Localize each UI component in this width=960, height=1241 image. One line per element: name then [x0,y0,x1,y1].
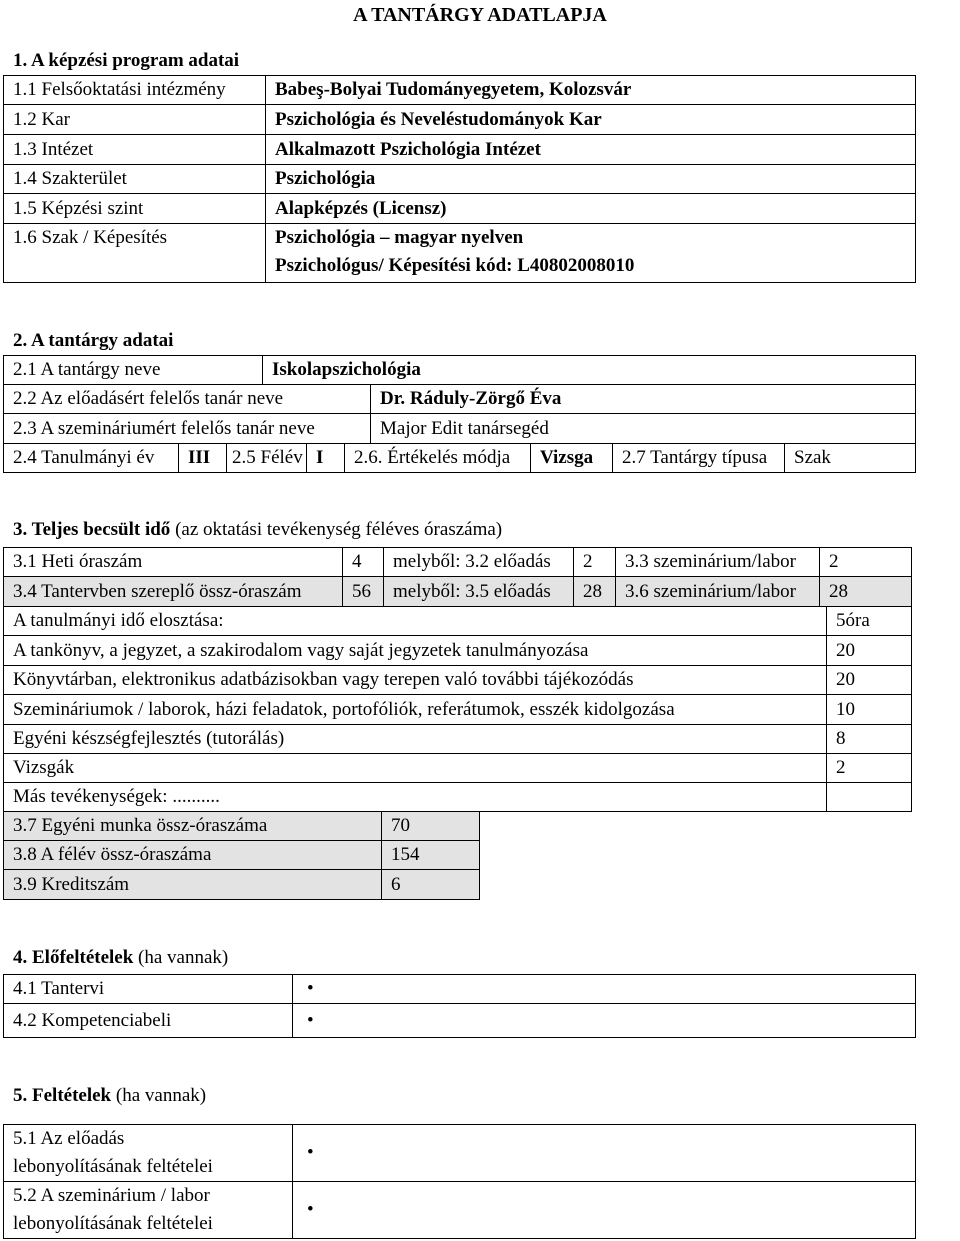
row-label: 1.3 Intézet [4,135,266,165]
total-lecture-value: 28 [574,577,616,607]
distribution-value: 20 [827,666,912,695]
section-4-heading-note: (ha vannak) [133,947,229,968]
semester-total-label: 3.8 A félév össz-óraszáma [4,841,382,870]
lecturer-label: 2.2 Az előadásért felelős tanár neve [4,385,371,414]
total-hours-value: 56 [343,577,384,607]
lecturer-value: Dr. Ráduly-Zörgő Éva [371,385,916,414]
condition-label-line2: lebonyolításának feltételei [13,1213,213,1234]
section-3-heading-bold: 3. Teljes becsült idő [13,519,171,540]
section-3-heading-note: (az oktatási tevékenység féléves óraszáma) [170,519,503,540]
specialization: Pszichológia – magyar nyelven [275,227,524,248]
subject-attributes-table [3,443,916,473]
study-year-label: 2.4 Tanulmányi év [4,444,179,473]
condition-label-line2: lebonyolításának feltételei [13,1156,213,1177]
seminar-hours-value: 2 [820,548,912,577]
prerequisite-value: • [293,1004,916,1038]
credits-value: 6 [382,870,480,900]
section-4-heading [13,947,228,969]
seminar-teacher-value: Major Edit tanársegéd [371,414,916,444]
prerequisite-label: 4.2 Kompetenciabeli [4,1004,293,1038]
distribution-label: A tankönyv, a jegyzet, a szakirodalom vagy saját jegyzetek tanulmányozása [4,636,827,666]
row-value: Alapképzés (Licensz) [266,194,916,224]
weekly-hours-label: 3.1 Heti óraszám [4,548,343,577]
distribution-label: Könyvtárban, elektronikus adatbázisokban vagy terepen való további tájékozódás [4,666,827,695]
section-2-heading: 2. A tantárgy adatai [13,330,174,351]
qualification: Pszichológus/ Képesítési kód: L40802008010 [275,255,635,276]
seminar-teacher-label: 2.3 A szemináriumért felelős tanár neve [4,414,371,444]
teachers-table [3,384,916,444]
condition-value: • [293,1182,916,1239]
subject-type-value: Szak [785,444,916,473]
distribution-value [827,783,912,812]
evaluation-value: Vizsga [531,444,613,473]
prerequisites-table [3,974,916,1038]
program-data-table [3,75,916,283]
subject-name-table [3,355,916,385]
prerequisite-value: • [293,975,916,1004]
lecture-hours-label: melyből: 3.2 előadás [384,548,574,577]
distribution-value: 8 [827,725,912,754]
section-1-heading: 1. A képzési program adatai [13,50,240,71]
row-value: Pszichológia és Neveléstudományok Kar [266,105,916,135]
lecture-hours-value: 2 [574,548,616,577]
subject-name-label: 2.1 A tantárgy neve [4,356,263,385]
section-3-heading [13,519,502,541]
totals-table [3,811,480,900]
row-label: 1.6 Szak / Képesítés [4,224,266,283]
study-year-value: III [179,444,227,473]
row-label: 1.5 Képzési szint [4,194,266,224]
row-value: Babeş-Bolyai Tudományegyetem, Kolozsvár [266,76,916,105]
time-distribution-table [3,606,912,812]
row-value: Alkalmazott Pszichológia Intézet [266,135,916,165]
semester-value: I [307,444,345,473]
distribution-value: 2 [827,754,912,783]
section-5-heading [13,1085,206,1107]
row-label: 1.1 Felsőoktatási intézmény [4,76,266,105]
condition-label-line1: 5.2 A szeminárium / labor [13,1185,210,1206]
total-hours-label: 3.4 Tantervben szereplő össz-óraszám [4,577,343,607]
section-5-heading-bold: 5. Feltételek [13,1085,112,1106]
total-seminar-value: 28 [820,577,912,607]
hours-table [3,547,912,607]
total-lecture-label: melyből: 3.5 előadás [384,577,574,607]
distribution-label: A tanulmányi idő elosztása: [4,607,827,636]
row-label: 1.4 Szakterület [4,165,266,194]
distribution-label: Egyéni készségfejlesztés (tutorálás) [4,725,827,754]
subject-type-label: 2.7 Tantárgy típusa [613,444,785,473]
semester-total-value: 154 [382,841,480,870]
credits-label: 3.9 Kreditszám [4,870,382,900]
semester-label: 2.5 Félév [227,444,307,473]
conditions-table [3,1124,916,1239]
row-label: 1.2 Kar [4,105,266,135]
condition-label [4,1125,293,1182]
row-value: Pszichológia [266,165,916,194]
condition-label-line1: 5.1 Az előadás [13,1128,125,1149]
condition-value: • [293,1125,916,1182]
distribution-label: Vizsgák [4,754,827,783]
row-value [266,224,916,283]
distribution-label: Szemináriumok / laborok, házi feladatok, portofóliók, referátumok, esszék kidolgozása [4,695,827,725]
distribution-value: 20 [827,636,912,666]
section-4-heading-bold: 4. Előfeltételek [13,947,134,968]
subject-name-value: Iskolapszichológia [263,356,916,385]
individual-work-value: 70 [382,812,480,841]
evaluation-label: 2.6. Értékelés módja [345,444,531,473]
distribution-label: Más tevékenységek: .......... [4,783,827,812]
section-5-heading-note: (ha vannak) [111,1085,207,1106]
prerequisite-label: 4.1 Tantervi [4,975,293,1004]
total-seminar-label: 3.6 szeminárium/labor [616,577,820,607]
condition-label [4,1182,293,1239]
distribution-value: 10 [827,695,912,725]
distribution-value: 5óra [827,607,912,636]
document-title: A TANTÁRGY ADATLAPJA [353,4,607,26]
individual-work-label: 3.7 Egyéni munka össz-óraszáma [4,812,382,841]
seminar-hours-label: 3.3 szeminárium/labor [616,548,820,577]
weekly-hours-value: 4 [343,548,384,577]
